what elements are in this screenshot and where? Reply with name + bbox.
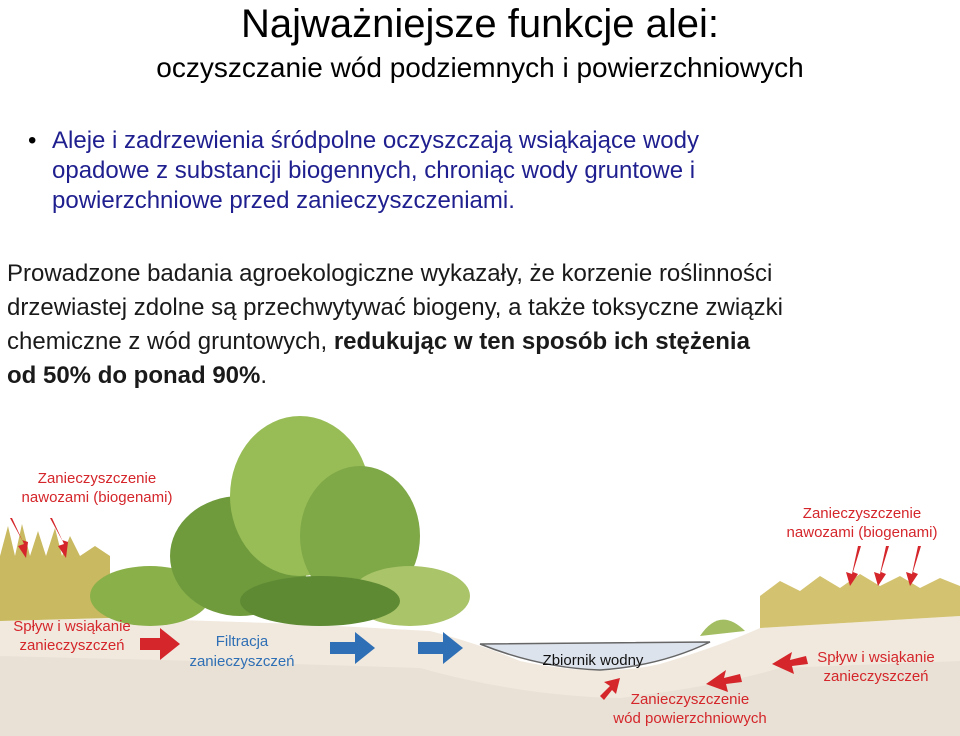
paragraph-bold-text: od 50% do ponad 90% [7,362,261,389]
paragraph-text: chemiczne z wód gruntowych, [7,328,334,355]
left-field-grass [0,524,110,621]
paragraph-line: drzewiastej zdolne są przechwytywać biogeny, a także toksyczne związki [7,294,783,321]
left-pollution-label: nawozami (biogenami) [21,489,173,506]
page-subtitle: oczyszczanie wód podziemnych i powierzchniowych [156,52,804,83]
filtration-label: zanieczyszczeń [189,653,295,670]
left-pollution-label: Zanieczyszczenie [37,470,157,487]
paragraph-line [7,325,957,359]
bullet-dot-icon: • [28,127,37,154]
paragraph-line: Prowadzone badania agroekologiczne wykazały, że korzenie roślinności [7,260,773,287]
shrub [240,576,400,626]
surface-pollution-label: wód powierzchniowych [613,710,767,727]
right-pollution-label: Zanieczyszczenie [802,505,922,522]
bullet-point [28,126,928,216]
right-pollution-label: nawozami (biogenami) [786,524,938,541]
surface-pollution-label: Zanieczyszczenie [630,691,750,708]
research-paragraph [7,257,957,393]
paragraph-line [7,359,957,393]
page-title: Najważniejsze funkcje alei: [240,2,719,46]
left-runoff-label: Spływ i wsiąkanie [13,618,131,635]
paragraph-bold-text: redukując w ten sposób ich stężenia [333,328,750,355]
bullet-line: Aleje i zadrzewienia śródpolne oczyszczają wsiąkające wody [52,127,699,154]
bullet-line: powierzchniowe przed zanieczyszczeniami. [52,187,515,214]
right-runoff-label: Spływ i wsiąkanie [817,649,935,666]
filtration-label: Filtracja [215,633,269,650]
right-runoff-label: zanieczyszczeń [823,668,929,685]
paragraph-text: . [260,362,268,389]
right-field-shrubs [700,620,745,636]
bullet-line: opadowe z substancji biogennych, chroniąc wody gruntowe i [52,157,696,184]
left-runoff-label: zanieczyszczeń [19,637,125,654]
reservoir-label: Zbiornik wodny [542,652,644,669]
landscape-illustration [0,406,960,736]
